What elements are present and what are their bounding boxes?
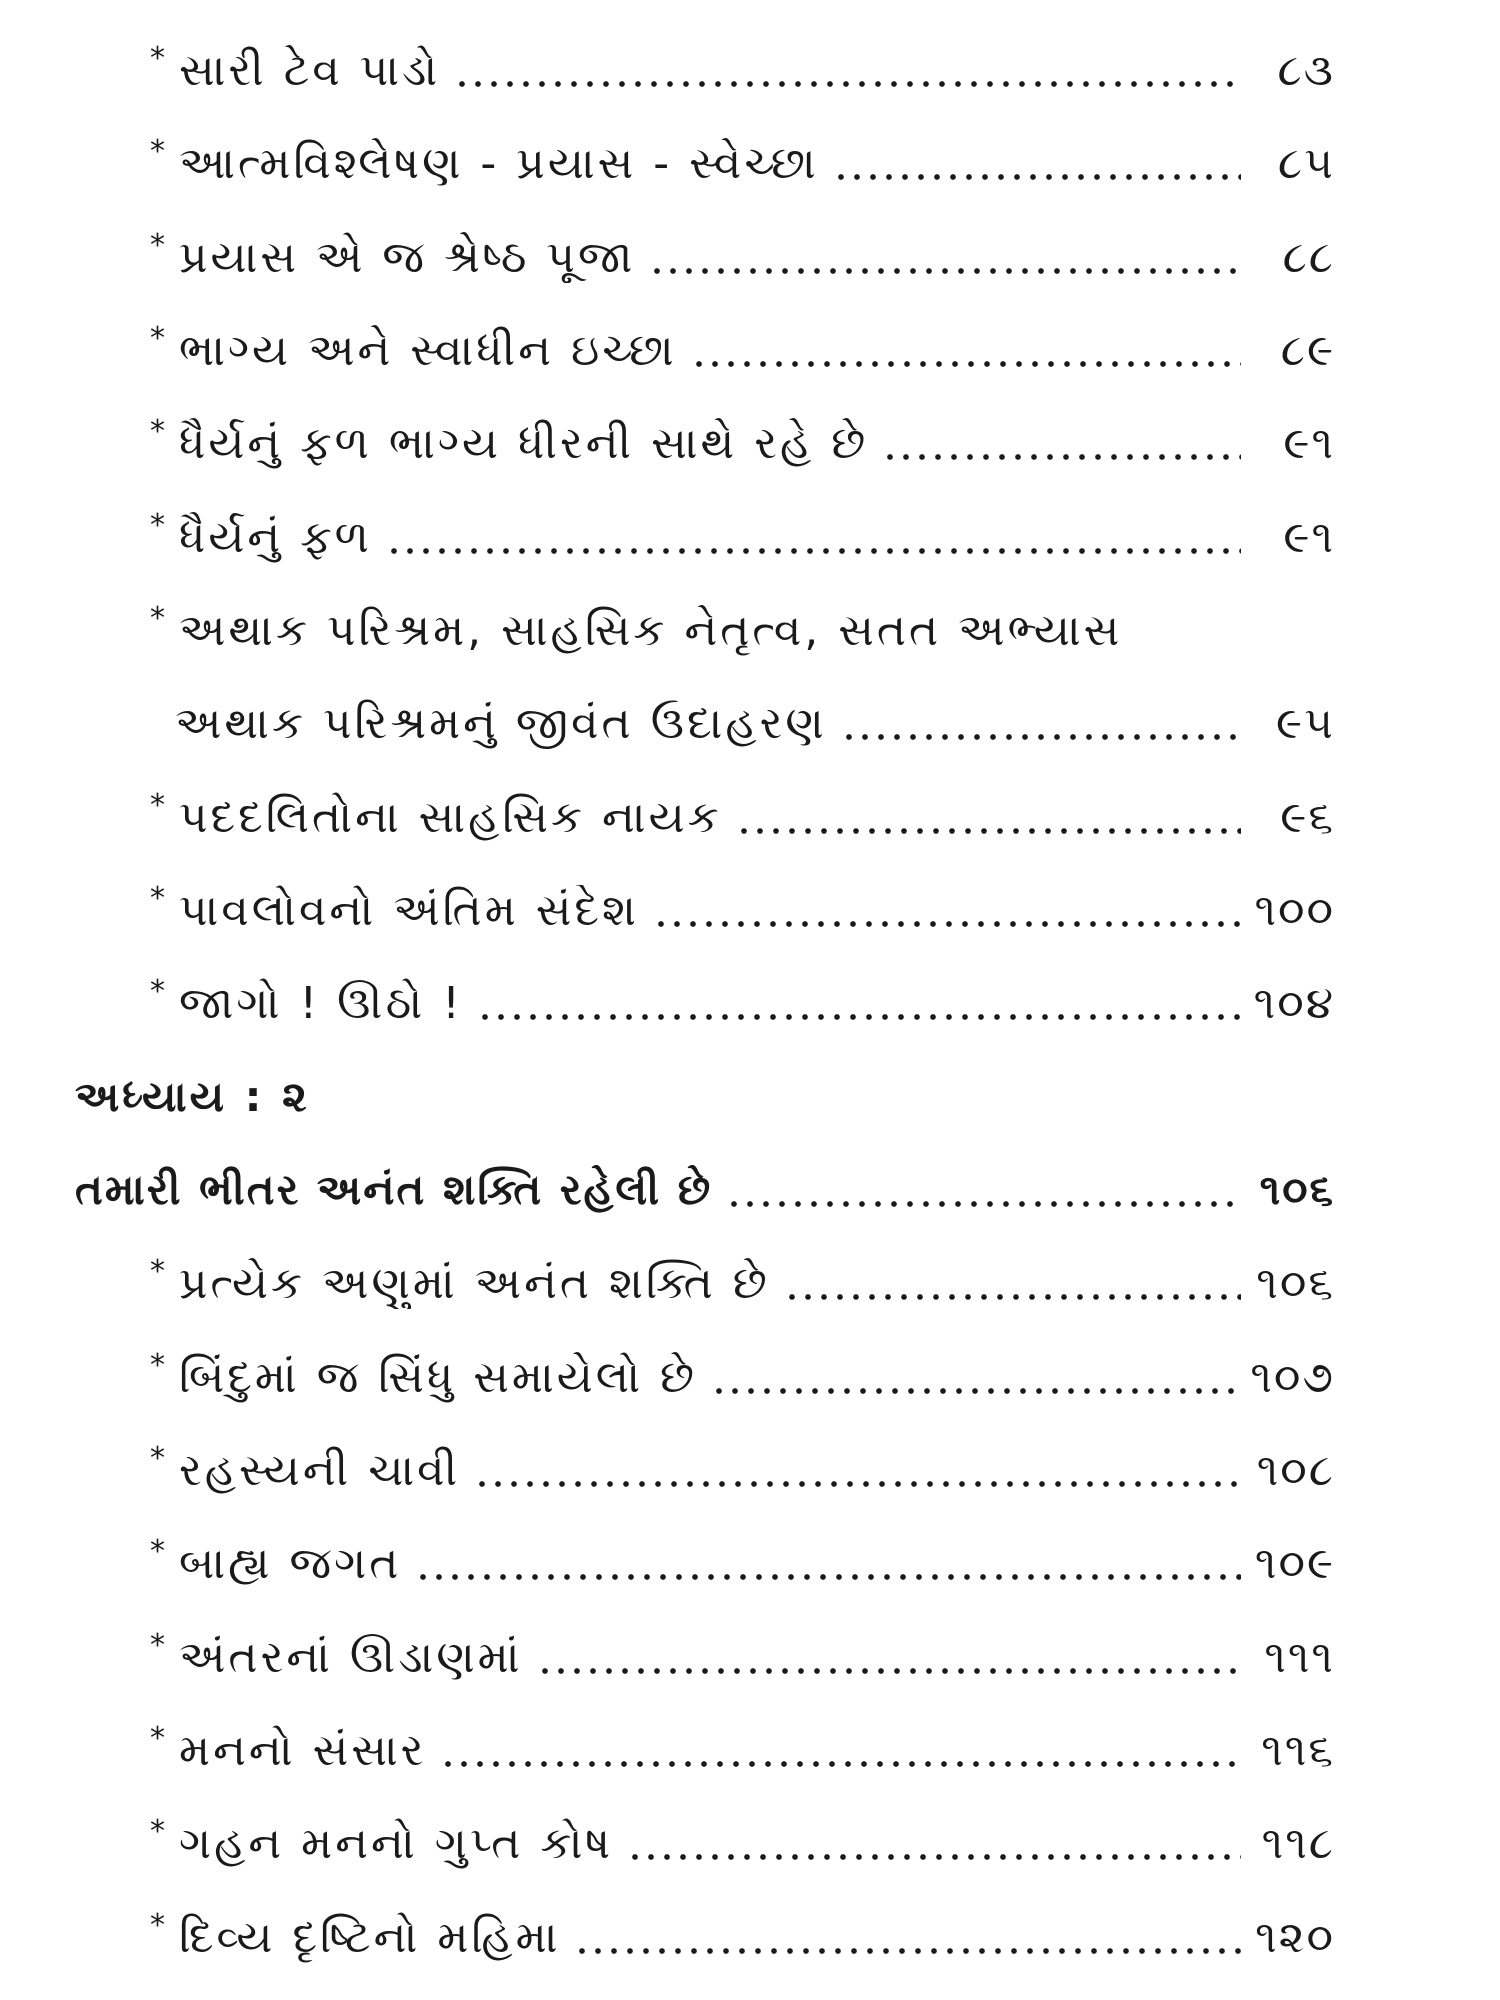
bullet-asterisk: *	[150, 974, 165, 1009]
bullet-asterisk: *	[150, 41, 165, 76]
bullet-asterisk: *	[150, 1534, 165, 1569]
page-number: ૧૦૦	[1254, 884, 1335, 936]
entry-title: અથાક પરિશ્રમ, સાહસિક નેતૃત્વ, સતત અભ્યાસ	[179, 604, 1123, 656]
toc-entry	[150, 315, 1335, 385]
entry-title: પ્રત્યેક અણુમાં અનંત શક્તિ છે	[179, 1257, 770, 1309]
dot-leader	[474, 1479, 1241, 1489]
page-number: ૧૦૮	[1256, 1444, 1335, 1496]
toc-entry	[150, 1248, 1335, 1318]
page-number: ૧૦૯	[1254, 1537, 1335, 1589]
page-number: ૧૦૬	[1256, 1257, 1335, 1309]
dot-leader	[454, 79, 1241, 89]
toc-entry	[150, 1622, 1335, 1692]
bullet-asterisk: *	[150, 881, 165, 916]
toc-entry	[150, 1435, 1335, 1505]
entry-title: આત્મવિશ્લેષણ - પ્રયાસ - સ્વેચ્છા	[179, 137, 819, 189]
page-number: ૯૫	[1276, 697, 1335, 749]
toc-entry	[150, 782, 1335, 852]
entry-title: જાગો ! ઊઠો !	[179, 977, 463, 1029]
toc-entry-first-line	[150, 595, 1335, 665]
page-number: ૧૨૦	[1255, 1911, 1335, 1963]
entry-title: અંતરનાં ઊંડાણમાં	[179, 1631, 523, 1683]
dot-leader	[833, 172, 1241, 182]
entry-title: બાહ્ય જગત	[179, 1537, 402, 1589]
bullet-asterisk: *	[150, 788, 165, 823]
dot-leader	[736, 826, 1241, 836]
entry-title: સારી ટેવ પાડો	[179, 44, 441, 96]
dot-leader	[784, 1292, 1241, 1302]
entry-title: પ્રયાસ એ જ શ્રેષ્ઠ પૂજા	[179, 231, 636, 283]
entry-title: ગહન મનનો ગુપ્ત કોષ	[179, 1817, 614, 1869]
page-number: ૮૫	[1277, 137, 1335, 189]
page-number: ૧૧૮	[1261, 1817, 1335, 1869]
entry-title: મનનો સંસાર	[179, 1724, 427, 1776]
page-number: ૮૯	[1280, 324, 1335, 376]
dot-leader	[841, 732, 1241, 742]
dot-leader	[477, 1012, 1240, 1022]
bullet-asterisk: *	[150, 1348, 165, 1383]
dot-leader	[415, 1572, 1240, 1582]
bullet-asterisk: *	[150, 321, 165, 356]
page-number: ૧૦૬	[1259, 1165, 1335, 1214]
toc-entry-continuation	[175, 688, 1335, 758]
bullet-asterisk: *	[150, 1441, 165, 1476]
toc-entry	[150, 1528, 1335, 1598]
toc-entry	[150, 1342, 1335, 1412]
page-number: ૮૮	[1282, 231, 1335, 283]
entry-title: પાવલોવનો અંતિમ સંદેશ	[179, 884, 639, 936]
bullet-asterisk: *	[150, 1908, 165, 1943]
dot-leader	[649, 266, 1241, 276]
bullet-asterisk: *	[150, 1814, 165, 1849]
toc-entry	[150, 1808, 1335, 1878]
entry-title: રહસ્યની ચાવી	[179, 1444, 461, 1496]
bullet-asterisk: *	[150, 1721, 165, 1756]
entry-title: ધૈર્યનું ફળ ભાગ્ય ધીરની સાથે રહે છે	[179, 417, 869, 469]
dot-leader	[627, 1852, 1241, 1862]
dot-leader	[653, 919, 1241, 929]
dot-leader	[882, 452, 1241, 462]
dot-leader	[726, 1199, 1241, 1209]
page-number: ૧૦૭	[1250, 1351, 1335, 1403]
chapter-title-row	[75, 1155, 1335, 1225]
page-number: ૮૩	[1277, 44, 1335, 96]
bullet-asterisk: *	[150, 228, 165, 263]
dot-leader	[691, 359, 1241, 369]
page-number: ૧૧૧	[1264, 1631, 1335, 1683]
bullet-asterisk: *	[150, 508, 165, 543]
entry-title: પદદલિતોના સાહસિક નાયક	[179, 791, 722, 843]
entry-title: ભાગ્ય અને સ્વાધીન ઇચ્છા	[179, 324, 677, 376]
dot-leader	[574, 1946, 1241, 1956]
dot-leader	[537, 1666, 1241, 1676]
page-number: ૧૧૬	[1261, 1724, 1335, 1776]
page-number: ૯૧	[1283, 417, 1335, 469]
bullet-asterisk: *	[150, 601, 165, 636]
page-number: ૯૧	[1283, 511, 1335, 563]
bullet-asterisk: *	[150, 1628, 165, 1663]
toc-entry	[150, 502, 1335, 572]
bullet-asterisk: *	[150, 134, 165, 169]
toc-entry	[150, 1715, 1335, 1785]
toc-entry	[150, 968, 1335, 1038]
toc-entry	[150, 1902, 1335, 1972]
chapter-title: તમારી ભીતર અનંત શક્તિ રહેલી છે	[75, 1165, 713, 1214]
toc-entry	[150, 222, 1335, 292]
page-number: ૧૦૪	[1253, 977, 1335, 1029]
toc-entry	[150, 35, 1335, 105]
dot-leader	[711, 1386, 1236, 1396]
toc-entry	[150, 875, 1335, 945]
toc-entry	[150, 128, 1335, 198]
entry-title-continuation: અથાક પરિશ્રમનું જીવંત ઉદાહરણ	[175, 697, 827, 749]
entry-title: દિવ્ય દૃષ્ટિનો મહિમા	[179, 1911, 561, 1963]
dot-leader	[386, 546, 1241, 556]
chapter-label: અધ્યાય : ૨	[75, 1072, 310, 1121]
toc-entry	[150, 408, 1335, 478]
bullet-asterisk: *	[150, 1254, 165, 1289]
bullet-asterisk: *	[150, 414, 165, 449]
entry-title: ધૈર્યનું ફળ	[179, 511, 372, 563]
dot-leader	[440, 1759, 1241, 1769]
page-number: ૯૬	[1280, 791, 1335, 843]
entry-title: બિંદુમાં જ સિંધુ સમાયેલો છે	[179, 1351, 698, 1403]
